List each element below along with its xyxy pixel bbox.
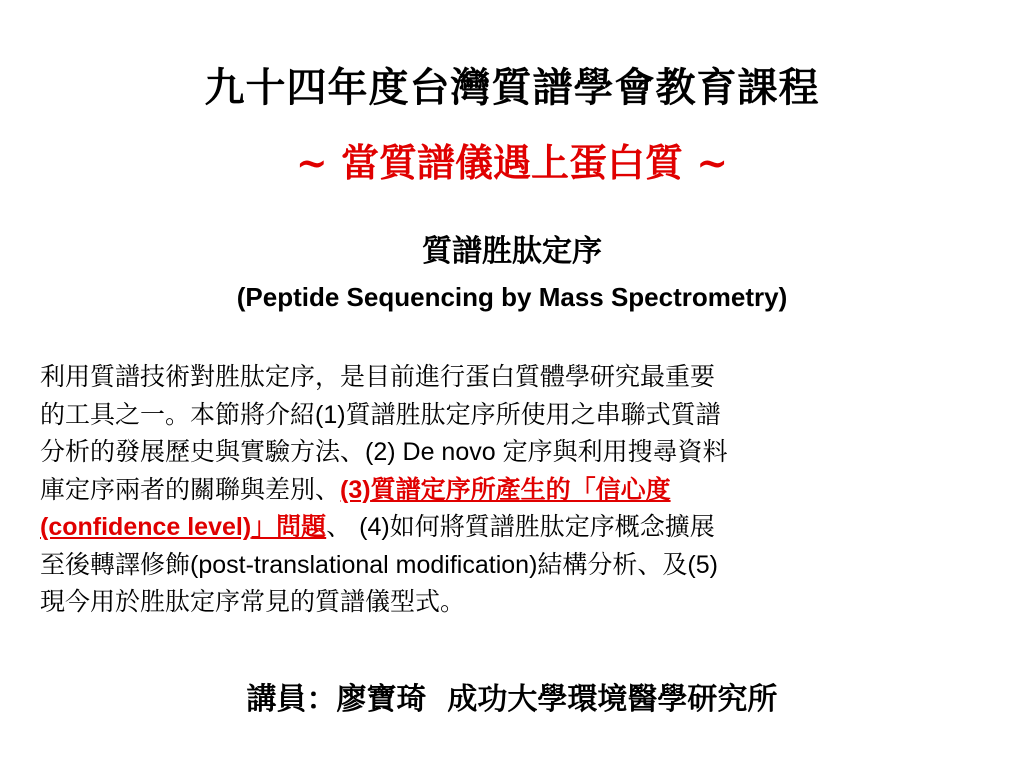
body-text: 、 <box>326 512 360 541</box>
body-text: 質譜胜肽定序所使用之串聯式質譜 <box>345 399 721 429</box>
body-text: 利用質譜技術對胜肽定序，是目前進行蛋白質體學研究最重要 <box>40 362 716 391</box>
body-text: (2) De novo <box>365 438 503 466</box>
highlight-text: 質譜定序所產生的「信心度 <box>370 474 671 504</box>
body-text: 現今用於胜肽定序常見的質譜儀型式。 <box>40 587 466 616</box>
body-text: 定序與利用搜尋資料 <box>502 437 728 466</box>
body-text: (1) <box>315 400 346 429</box>
body-text: (5) <box>687 550 718 579</box>
highlight-text: (3) <box>340 475 371 504</box>
highlight-text: (confidence level) <box>40 513 252 541</box>
body-paragraph <box>40 358 990 621</box>
topic-title: 質譜胜肽定序 <box>422 234 602 269</box>
body-text: 結構分析、及 <box>537 549 688 579</box>
body-text: (4) <box>359 513 390 541</box>
body-text: 庫定序兩者的關聯與差別、 <box>40 474 341 504</box>
slide-title: 九十四年度台灣質譜學會教育課程 <box>204 64 820 111</box>
body-text: (post-translational modification) <box>190 550 538 579</box>
body-line-2 <box>40 396 990 434</box>
body-text: 分析的發展歷史與實驗方法、 <box>40 437 366 466</box>
body-line-3 <box>40 433 990 471</box>
speaker-footer: 講員：廖寶琦 成功大學環境醫學研究所 <box>246 682 778 717</box>
body-line-4 <box>40 471 990 509</box>
highlight-text: 」問題 <box>251 512 327 541</box>
body-line-6 <box>40 546 990 584</box>
body-text: 如何將質譜胜肽定序概念擴展 <box>389 512 715 541</box>
body-line-5 <box>40 508 990 546</box>
topic-title-english: (Peptide Sequencing by Mass Spectrometry) <box>236 282 788 312</box>
body-line-1 <box>40 358 990 396</box>
body-text: 的工具之一。本節將介紹 <box>40 399 316 429</box>
body-line-7 <box>40 583 990 621</box>
slide-subtitle: ~ 當質譜儀遇上蛋白質 ~ <box>295 140 729 185</box>
body-text: 至後轉譯修飾 <box>40 549 191 579</box>
